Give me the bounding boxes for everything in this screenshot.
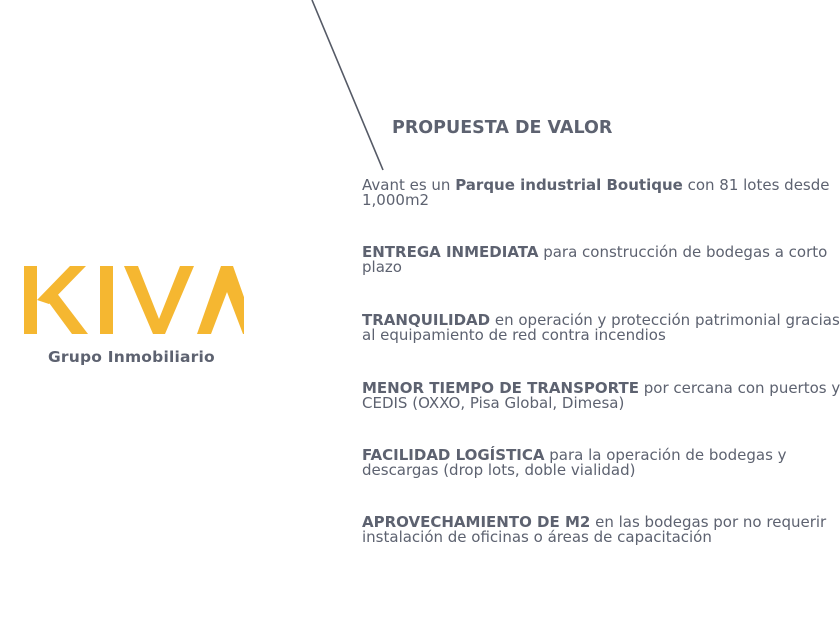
item-highlight: MENOR TIEMPO DE TRANSPORTE [362, 379, 639, 397]
item-highlight: FACILIDAD LOGÍSTICA [362, 446, 545, 464]
item-highlight: Parque industrial Boutique [455, 178, 683, 194]
item-text: por cercana con puertos y [638, 379, 840, 397]
item-text: con 81 lotes desde [682, 178, 830, 194]
item-line-2: descargas (drop lots, doble vialidad) [362, 461, 636, 479]
item-line-1 [362, 178, 840, 193]
item-text: en las bodegas por no requerir [590, 513, 827, 531]
section-title: PROPUESTA DE VALOR [392, 118, 613, 138]
list-item [362, 245, 840, 275]
item-line-2: al equipamiento de red contra incendios [362, 326, 666, 344]
value-proposition-list [362, 178, 840, 578]
item-line-2: plazo [362, 258, 402, 276]
item-text: en operación y protección patrimonial gracias [490, 311, 840, 329]
item-line-2: instalación de oficinas o áreas de capacitación [362, 528, 712, 546]
item-text: para construcción de bodegas a corto [538, 243, 828, 261]
item-line-2: 1,000m2 [362, 191, 430, 209]
item-text: para la operación de bodegas y [544, 446, 787, 464]
list-item [362, 515, 840, 545]
list-item [362, 178, 840, 208]
item-highlight: APROVECHAMIENTO DE M2 [362, 513, 591, 531]
item-line-2: CEDIS (OXXO, Pisa Global, Dimesa) [362, 394, 625, 412]
list-item [362, 448, 840, 478]
list-item [362, 313, 840, 343]
item-highlight: ENTREGA INMEDIATA [362, 243, 539, 261]
item-highlight: TRANQUILIDAD [362, 311, 491, 329]
kiva-wordmark-logo [22, 262, 244, 338]
logo-tagline: Grupo Inmobiliario [48, 348, 215, 366]
list-item [362, 381, 840, 411]
kiva-logo [22, 262, 244, 372]
item-intro: Avant es un [362, 178, 456, 194]
item-line-1 [362, 245, 840, 260]
